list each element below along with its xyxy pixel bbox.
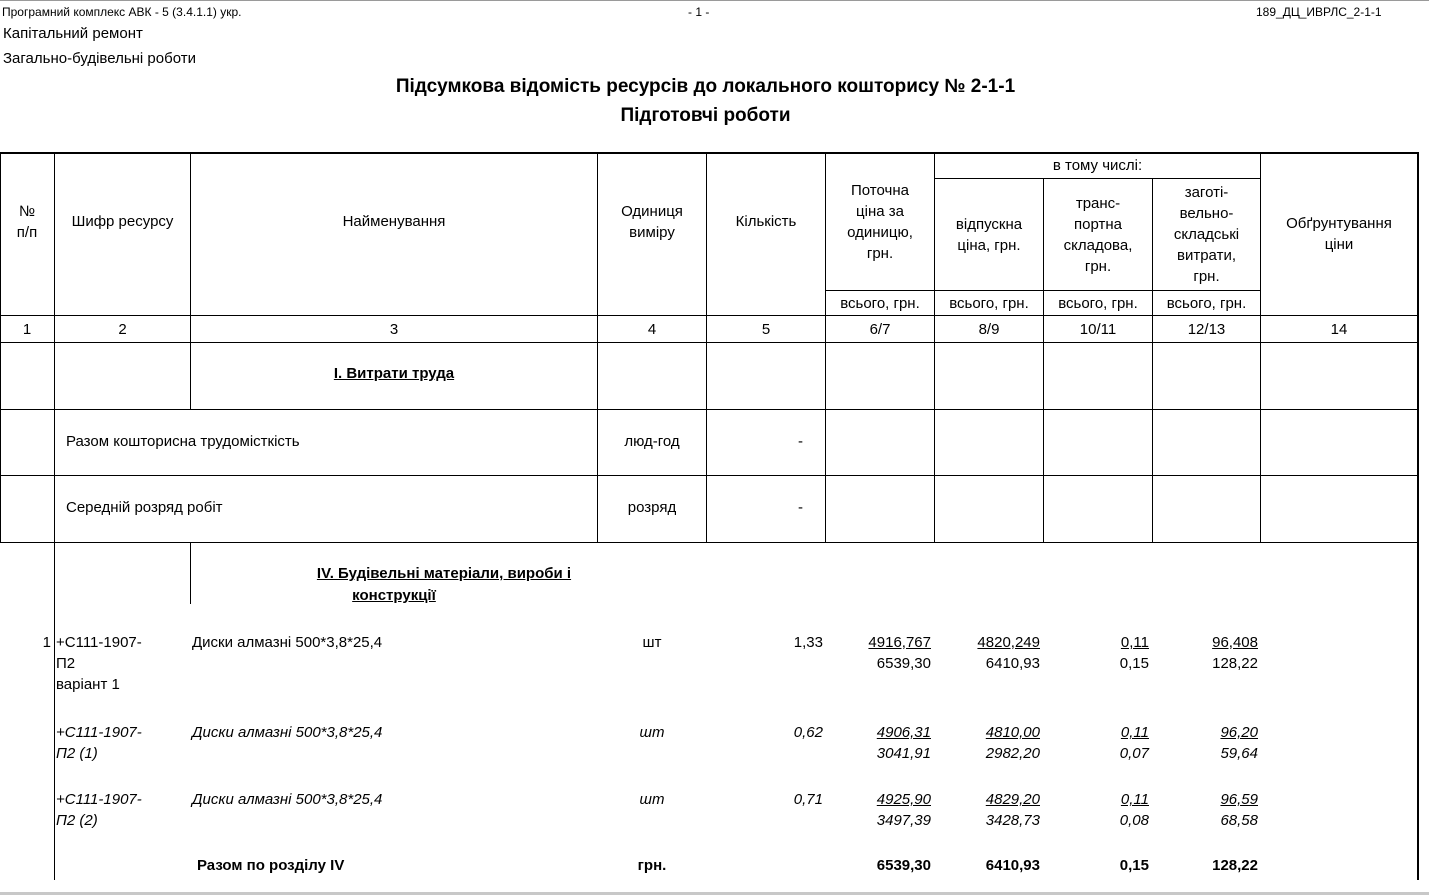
section-4-total-unit: грн.	[637, 857, 667, 874]
colnum-6: 6/7	[869, 320, 891, 338]
header-storage-line1: заготі-	[1184, 184, 1229, 201]
item-1-storage-unit-value: 96,408	[1212, 634, 1258, 651]
subtitle-repair: Капітальний ремонт	[3, 25, 143, 42]
item-1-storage-total: 128,22	[1212, 655, 1258, 672]
item-1-code-line3: варіант 1	[56, 676, 120, 693]
header-justification-line2: ціни	[1324, 236, 1354, 253]
program-name: Програмний комплекс АВК - 5 (3.4.1.1) укр.	[2, 5, 242, 19]
item-1-release-total: 6410,93	[985, 655, 1040, 672]
item-1-price-unit-value: 4916,767	[868, 634, 931, 651]
item-1-code-line2: П2	[56, 655, 76, 672]
header-transport-line2: портна	[1074, 215, 1122, 233]
header-storage-line4: витрати,	[1177, 247, 1236, 264]
item-3-transport-unit-value: 0,11	[1120, 791, 1149, 808]
header-transport-line1: транс-	[1075, 194, 1121, 212]
item-1-transport-unit	[1044, 632, 1149, 653]
avg-grade-qty: -	[798, 499, 803, 516]
item-2-release-unit-value: 4810,00	[985, 724, 1040, 741]
colnum-5: 5	[761, 320, 771, 338]
row-divider-3	[0, 542, 1419, 543]
section-4-title-line1: IV. Будівельні матеріали, вироби і	[316, 565, 572, 582]
colnum-8: 10/11	[1079, 320, 1117, 338]
item-1-qty: 1,33	[793, 634, 823, 651]
header-storage-line2: вельно-	[1179, 205, 1234, 222]
header-justification-line1: Обґрунтування	[1286, 215, 1392, 232]
section-4-total-release: 6410,93	[985, 857, 1040, 874]
item-3-storage-unit	[1153, 789, 1258, 810]
item-2-unit: шт	[639, 724, 665, 741]
avg-grade-unit: розряд	[627, 499, 677, 516]
header-num-line1: №	[18, 202, 36, 220]
item-2-name: Диски алмазні 500*3,8*25,4	[192, 724, 383, 741]
item-2-release-unit	[935, 722, 1040, 743]
item-3-release-unit-value: 4829,20	[985, 791, 1040, 808]
labor-total-name: Разом кошторисна трудомісткість	[66, 433, 300, 450]
header-release-line2: ціна, грн.	[957, 236, 1021, 254]
item-2-price-unit-value: 4906,31	[876, 724, 931, 741]
item-1-price-unit	[826, 632, 931, 653]
row-divider-1	[0, 409, 1419, 410]
total-label-storage: всього, грн.	[1166, 294, 1247, 312]
colnum-3: 3	[389, 320, 399, 338]
header-storage	[1153, 179, 1260, 290]
col-border-10	[1417, 152, 1419, 880]
item-1-transport-unit-value: 0,11	[1120, 634, 1149, 651]
item-1-transport-total: 0,15	[1119, 655, 1149, 672]
item-1-num: 1	[42, 634, 51, 651]
colnum-1: 1	[22, 320, 32, 338]
item-3-release-unit	[935, 789, 1040, 810]
item-2-storage-total: 59,64	[1220, 745, 1258, 762]
item-1-code-line1: +С111-1907-	[56, 634, 142, 651]
header-unit-line2: виміру	[629, 223, 675, 241]
item-3-price-total: 3497,39	[876, 812, 931, 829]
total-label-transport: всього, грн.	[1058, 294, 1138, 312]
header-unit	[598, 153, 706, 290]
item-3-release-total: 3428,73	[985, 812, 1040, 829]
item-3-qty: 0,71	[793, 791, 823, 808]
item-3-price-unit	[826, 789, 931, 810]
header-price-line2: ціна за	[856, 202, 904, 220]
item-2-storage-unit-value: 96,20	[1220, 724, 1258, 741]
item-3-storage-total: 68,58	[1220, 812, 1258, 829]
header-transport-line4: грн.	[1084, 257, 1112, 275]
header-unit-line1: Одиниця	[621, 202, 683, 220]
item-3-code-line2: П2 (2)	[56, 812, 98, 829]
total-label-release: всього, грн.	[949, 294, 1029, 312]
item-2-price-total: 3041,91	[876, 745, 931, 762]
item-1-storage-unit	[1153, 632, 1258, 653]
header-num	[0, 153, 54, 290]
item-2-price-unit	[826, 722, 931, 743]
page-title: Підсумкова відомість ресурсів до локального кошторису № 2-1-1	[395, 76, 1016, 97]
item-2-code-line1: +С111-1907-	[56, 724, 142, 741]
header-release	[935, 179, 1043, 290]
item-3-storage-unit-value: 96,59	[1220, 791, 1258, 808]
section-1-title: I. Витрати труда	[333, 365, 455, 382]
header-name: Найменування	[342, 213, 446, 230]
item-1-release-unit-value: 4820,249	[977, 634, 1040, 651]
colnum-10: 14	[1330, 320, 1348, 338]
header-transport	[1044, 179, 1152, 290]
item-3-transport-total: 0,08	[1119, 812, 1149, 829]
header-storage-line5: грн.	[1193, 268, 1220, 285]
section-4-total-transport: 0,15	[1119, 857, 1149, 874]
item-3-transport-unit	[1044, 789, 1149, 810]
subtitle-works: Загально-будівельні роботи	[3, 50, 196, 67]
item-1-release-unit	[935, 632, 1040, 653]
labor-total-unit: люд-год	[624, 433, 680, 450]
item-3-name: Диски алмазні 500*3,8*25,4	[192, 791, 383, 808]
header-price-line4: грн.	[866, 244, 894, 262]
item-2-storage-unit	[1153, 722, 1258, 743]
colnum-2: 2	[118, 320, 127, 338]
item-2-transport-unit-value: 0,11	[1120, 724, 1149, 741]
section-4-title-line2: конструкції	[352, 587, 436, 604]
header-price	[826, 153, 934, 290]
item-3-price-unit-value: 4925,90	[876, 791, 931, 808]
labor-total-qty: -	[798, 433, 803, 450]
item-3-unit: шт	[639, 791, 665, 808]
header-including: в тому числі:	[1052, 157, 1143, 174]
item-2-transport-total: 0,07	[1119, 745, 1149, 762]
header-transport-line3: складова,	[1063, 236, 1133, 254]
header-price-line3: одиницю,	[847, 223, 913, 241]
header-price-line1: Поточна	[851, 181, 909, 199]
header-code: Шифр ресурсу	[71, 213, 174, 230]
colnum-7: 8/9	[978, 320, 1000, 338]
item-1-price-total: 6539,30	[876, 655, 931, 672]
section-4-total-storage: 128,22	[1212, 857, 1258, 874]
section-4-total-label: Разом по розділу IV	[197, 857, 345, 874]
item-2-transport-unit	[1044, 722, 1149, 743]
document-code: 189_ДЦ_ИВРЛС_2-1-1	[1256, 5, 1382, 19]
colnum-9: 12/13	[1187, 320, 1226, 338]
header-num-line2: п/п	[16, 223, 38, 241]
item-2-code-line2: П2 (1)	[56, 745, 98, 762]
page-subtitle: Підготовчі роботи	[620, 105, 791, 126]
item-2-qty: 0,62	[793, 724, 823, 741]
total-label-price: всього, грн.	[840, 294, 920, 312]
avg-grade-name: Середній розряд робіт	[66, 499, 223, 516]
colnum-4: 4	[647, 320, 657, 338]
numbers-bottom-border	[0, 342, 1419, 343]
header-qty: Кількість	[735, 213, 797, 230]
header-release-line1: відпускна	[955, 215, 1023, 233]
header-justification	[1261, 153, 1417, 315]
header-storage-line3: складські	[1173, 226, 1240, 243]
item-3-code-line1: +С111-1907-	[56, 791, 142, 808]
top-border	[0, 0, 1429, 1]
item-1-unit: шт	[642, 634, 662, 651]
row-divider-2	[0, 475, 1419, 476]
section-4-total-price: 6539,30	[876, 857, 931, 874]
item-1-name: Диски алмазні 500*3,8*25,4	[192, 634, 383, 651]
page-number: - 1 -	[688, 5, 710, 19]
item-2-release-total: 2982,20	[985, 745, 1040, 762]
